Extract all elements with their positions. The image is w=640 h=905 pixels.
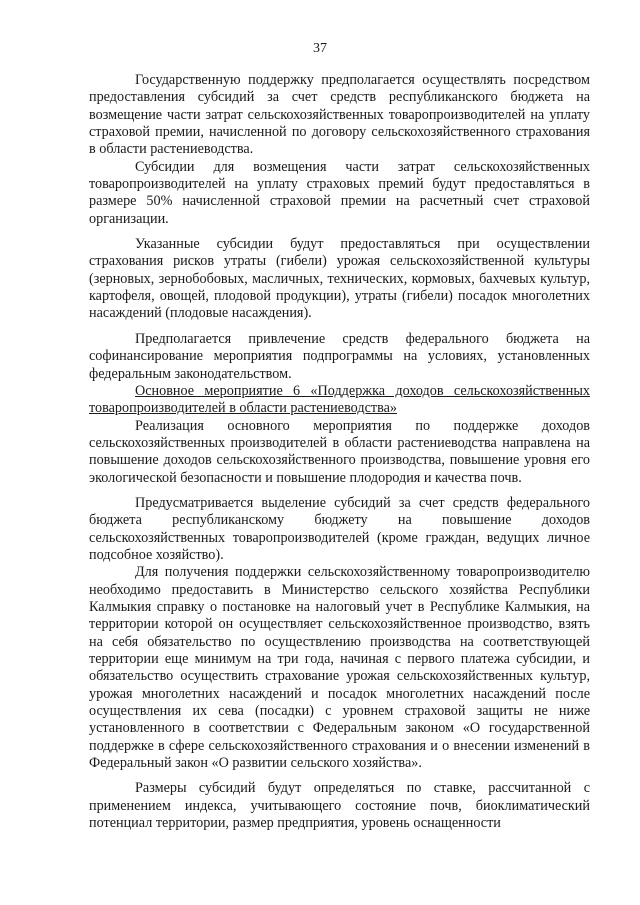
paragraph: Для получения поддержки сельскохозяйственному товаропроизводителю необходимо предоставить в Министерство сельского хозяйства Республики Калмыкия справку о постановке на налоговый учет в Республике Калмыкия, на территории которой он осуществляет сельскохозяйственное производство, взять на себя обязательство по осуществлению производства на соответствующей территории еще минимум на три года, начиная с первого платежа субсидии, и обязательство осуществить страхование урожая сельскохозяйственных культур, урожая многолетних насаждений и посадок многолетних насаждений после осуществления их сева (посадки) с уровнем страховой защиты не ниже установленного в соответствии с Федеральным законом «О государственной поддержке в сфере сельскохозяйственного страхования и о внесении изменений в Федеральный закон «О развитии сельского хозяйства».: [89, 564, 590, 772]
document-body: [89, 72, 590, 832]
paragraph: Реализация основного мероприятия по поддержке доходов сельскохозяйственных производителей в области растениеводства направлена на повышение доходов сельскохозяйственного производства, повышение уровня его экологической безопасности и повышение плодородия и качества почв.: [89, 417, 590, 486]
section-heading: Основное мероприятие 6 «Поддержка доходов сельскохозяйственных товаропроизводителей в области растениеводства»: [89, 382, 590, 417]
page-number: 37: [313, 41, 327, 56]
paragraph: Государственную поддержку предполагается осуществлять посредством предоставления субсидий за счет средств республиканского бюджета на возмещение части затрат сельскохозяйственных товаропроизводителей на уплату страховой премии, начисленной по договору сельскохозяйственного страхования в области растениеводства.: [89, 72, 590, 158]
paragraph: Указанные субсидии будут предоставляться при осуществлении страхования рисков утраты (гибели) урожая сельскохозяйственной культуры (зерновых, зернобобовых, масличных, технических, кормовых, бахчевых культур, картофеля, овощей, плодовой продукции), утраты (гибели) посадок многолетних насаждений (плодовые насаждения).: [89, 236, 590, 322]
paragraph: Размеры субсидий будут определяться по ставке, рассчитанной с применением индекса, учитывающего состояние почв, биоклиматический потенциал территории, размер предприятия, уровень оснащенности: [89, 780, 590, 832]
paragraph: Субсидии для возмещения части затрат сельскохозяйственных товаропроизводителей на уплату страховых премий будут предоставляться в размере 50% начисленной страховой премии на расчетный счет страховой организации.: [89, 158, 590, 227]
paragraph: Предполагается привлечение средств федерального бюджета на софинансирование мероприятия подпрограммы на условиях, установленных федеральным законодательством.: [89, 330, 590, 382]
paragraph: Предусматривается выделение субсидий за счет средств федерального бюджета республиканскому бюджету на повышение доходов сельскохозяйственных товаропроизводителей (кроме граждан, ведущих личное подсобное хозяйство).: [89, 494, 590, 563]
